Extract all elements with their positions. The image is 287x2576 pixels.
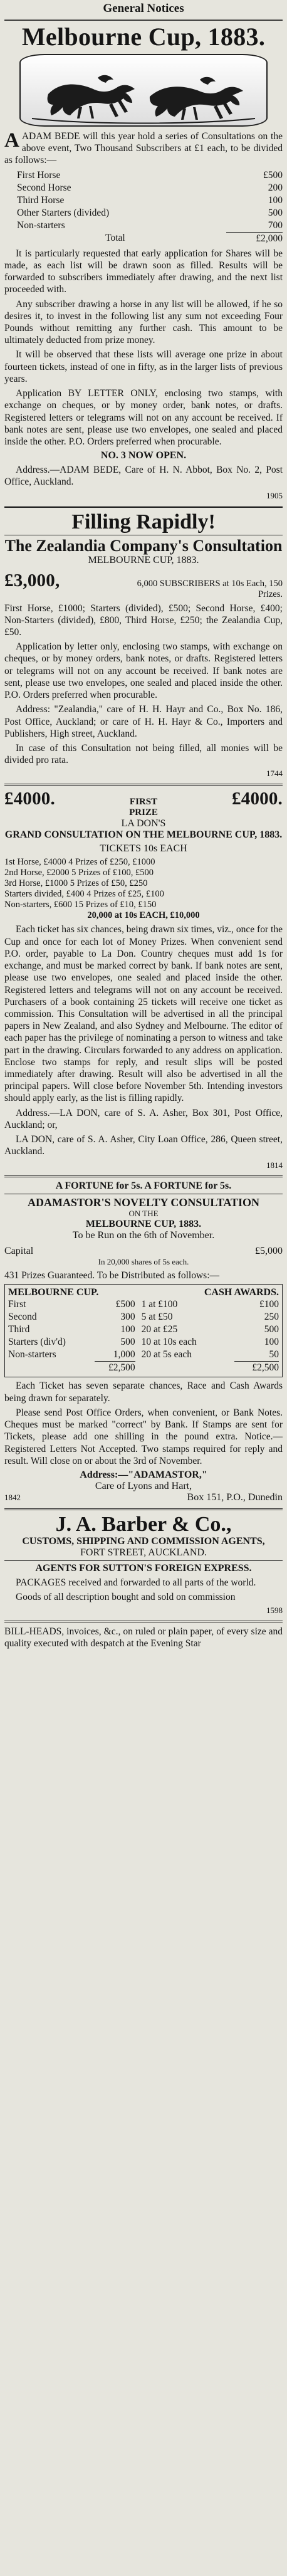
ad5-ref: 1598 <box>266 1606 283 1616</box>
section-divider <box>4 506 283 508</box>
ad3-headline <box>4 789 283 818</box>
header-title: General Notices <box>103 2 184 15</box>
ad3-first-prize: FIRST PRIZE <box>129 797 158 818</box>
ad4-header-right: CASH AWARDS. <box>204 1287 279 1298</box>
table-row: Non-starters 700 <box>17 219 283 231</box>
ad1-para-1: It is particularly requested that early application for Shares will be made, as each list will be drawn soon as filled. Results will be forwarded to subscribers immediately after drawing, and the next list proceeded with. <box>4 248 283 295</box>
ad4-award-table <box>4 1284 283 1377</box>
ad4-shares: In 20,000 shares of 5s each. <box>98 1257 189 1267</box>
ad2-title: The Zealandia Company's Consultation <box>4 537 283 555</box>
ad4-title2: MELBOURNE CUP, 1883. <box>85 1219 202 1230</box>
adam-bede-ad <box>4 24 283 501</box>
section-divider <box>4 1621 283 1622</box>
subtotal-row: £2,500 <box>142 1362 279 1375</box>
subtotal-row: £2,500 <box>8 1362 135 1375</box>
ad4-para-2: Please send Post Office Orders, when convenient, or Bank Notes. Cheques must be marked "correct" by Bank. If Stamps are sent for Tickets, please add one shilling in the pound extra. Notice.—Registered Letters Not Accepted. Two stamps required for reply and result. Will close on or about the 3rd of November. <box>4 1407 283 1466</box>
ad5-rule <box>4 1560 283 1561</box>
table-row: First Horse £500 <box>17 169 283 181</box>
section-divider <box>4 784 283 786</box>
zealandia-ad <box>4 511 283 779</box>
ad1-title: Melbourne Cup, 1883. <box>21 23 266 51</box>
ad5-title: J. A. Barber & Co., <box>55 1513 232 1537</box>
header-rule <box>4 19 283 21</box>
ad4-table-columns <box>8 1298 279 1374</box>
ad5-line-2: FORT STREET, AUCKLAND. <box>80 1547 207 1558</box>
ad2-distribution: First Horse, £1000; Starters (divided), £500; Second Horse, £400; Non-Starters (divided), £800, Third Horse, £250; the Zealandia Cup, £50. <box>4 602 283 638</box>
ad4-on-the: ON THE <box>128 1209 159 1219</box>
ad1-intro: AADAM BEDE will this year hold a series of Consultations on the above event, Two Thousand Subscribers at £1 each, to be divided as follows:— <box>4 129 283 166</box>
ad4-capital-label: Capital <box>4 1246 34 1257</box>
ad2-para-2: Address: "Zealandia," care of H. H. Hayr and Co., Box No. 186, Post Office, Auckland; or care of H. H. Hayr & Co., Importers and Publishers, High street, Auckland. <box>4 704 283 739</box>
ad2-subtitle: MELBOURNE CUP, 1883. <box>88 554 199 565</box>
table-row: 1 at £100 £100 <box>141 1299 279 1310</box>
ad5-goods: Goods of all description bought and sold on commission <box>16 1591 236 1602</box>
section-divider <box>4 1175 283 1177</box>
list-item: 1st Horse, £4000 4 Prizes of £250, £1000 <box>4 857 155 868</box>
ad2-headline: Filling Rapidly! <box>71 510 216 534</box>
ad4-address-2: Box 151, P.O., Dunedin <box>187 1492 283 1503</box>
dropcap-a: A <box>4 129 19 152</box>
ad2-amount-line <box>4 570 283 600</box>
table-row: Other Starters (divided) 500 <box>17 207 283 218</box>
table-row: Third 100 <box>8 1324 135 1335</box>
list-item: 2nd Horse, £2000 5 Prizes of £100, £500 <box>4 868 154 878</box>
table-row: Second Horse 200 <box>17 182 283 193</box>
ad3-title: GRAND CONSULTATION ON THE MELBOURNE CUP, 1883. <box>4 829 283 841</box>
horse-race-illustration <box>19 54 268 127</box>
ad4-left-table <box>8 1298 135 1374</box>
ad4-prizes-guaranteed: 431 Prizes Guaranteed. To be Distributed as follows:— <box>4 1270 220 1281</box>
ad1-para-2: Any subscriber drawing a horse in any list will be allowed, if he so desires it, to invest in the following list any sum not exceeding Four Pounds without remitting any further cash. This amount to be ultimately deducted from prize money. <box>4 298 283 346</box>
list-item: 3rd Horse, £1000 5 Prizes of £50, £250 <box>4 878 148 889</box>
ad5-line-1: CUSTOMS, SHIPPING AND COMMISSION AGENTS, <box>22 1535 265 1547</box>
section-divider <box>4 1508 283 1510</box>
ad5-packages: PACKAGES received and forwarded to all parts of the world. <box>16 1577 256 1588</box>
ad3-amount-left: £4000. <box>4 789 55 809</box>
table-row: Second 300 <box>8 1312 135 1323</box>
ad3-address-1: Address.—LA DON, care of S. A. Asher, Box 301, Post Office, Auckland; or, <box>4 1107 283 1130</box>
ad4-capital-value: £5,000 <box>255 1246 283 1257</box>
ad4-run-on: To be Run on the 6th of November. <box>72 1230 215 1241</box>
ad1-notice: NO. 3 NOW OPEN. <box>100 450 187 461</box>
ad4-para-1: Each Ticket has seven separate chances, Race and Cash Awards being drawn for separately. <box>4 1380 283 1404</box>
ad4-title: ADAMASTOR'S NOVELTY CONSULTATION <box>27 1196 260 1209</box>
ad4-ref: 1842 <box>4 1493 21 1503</box>
ad3-body: Each ticket has six chances, being drawn six times, viz., once for the Cup and once for each lot of Money Prizes. When convenient send P.O. order, payable to La Don. Country cheques must add 1s for exchange, and must be marked correct by bank. If bank notes are sent, please use two envelopes, one sealed and placed inside the other. Registered letters and telegrams will not on any account be received. Purchasers of a book containing 25 tickets will receive one ticket as commission. This Consultation will be advertised in all the principal papers in New Zealand, and also Sydney and Melbourne. The editor of each paper has the privilege of nominating a person to witness and take part in the drawing. Circulars forwarded to any address on application. Enclose two stamps for reply, and result slips will be posted immediately after drawing. Result will also be advertised in all the principal papers. Will close before November 5th. Intending investors should apply early, as the list is filling rapidly. <box>4 924 283 1104</box>
table-row: Starters (div'd) 500 <box>8 1337 135 1348</box>
ad4-address-1: Care of Lyons and Hart, <box>95 1481 192 1492</box>
ad4-banner: A FORTUNE for 5s. A FORTUNE for 5s. <box>55 1180 232 1191</box>
ad1-para-4: Application BY LETTER ONLY, enclosing two stamps, with exchange on cheques, or by money order, bank notes, or drafts. Registered letters or telegrams will not on any account be received. If bank notes are sent, please use two envelopes, one sealed and placed inside the other. P.O. Orders preferred when procurable. <box>4 388 283 447</box>
ad4-right-table <box>142 1298 279 1374</box>
ad6-text: BILL-HEADS, invoices, &c., on ruled or plain paper, of every size and quality executed with despatch at the Evening Star <box>4 1626 283 1649</box>
general-notices-header <box>4 0 283 16</box>
ad1-ref: 1905 <box>266 490 283 500</box>
list-item: Non-starters, £600 15 Prizes of £10, £150 <box>4 900 157 910</box>
table-row: Third Horse 100 <box>17 194 283 206</box>
billheads-ad <box>4 1626 283 1649</box>
ad5-agents: AGENTS FOR SUTTON'S FOREIGN EXPRESS. <box>35 1562 252 1574</box>
ad2-para-1: Application by letter only, enclosing two stamps, with exchange on cheques, or by money orders, bank notes, or drafts. Registered letters or telegrams will not on any account be received. If bank notes are sent, please use two envelopes, one sealed and placed inside the other. P.O. Orders preferred when procurable. <box>4 641 283 701</box>
ad4-header-left: MELBOURNE CUP. <box>8 1287 99 1298</box>
barber-ad <box>4 1513 283 1616</box>
table-row: Non-starters 1,000 <box>8 1349 135 1360</box>
table-row: 10 at 10s each 100 <box>141 1337 279 1348</box>
ad1-address: Address.—ADAM BEDE, Care of H. N. Abbot, Box No. 2, Post Office, Auckland. <box>4 465 283 488</box>
ad3-tickets: TICKETS 10s EACH <box>100 843 187 854</box>
ad2-para-3: In case of this Consultation not being filled, all monies will be divided pro rata. <box>4 742 283 766</box>
ad3-ref: 1814 <box>266 1160 283 1170</box>
adamastor-ad <box>4 1180 283 1503</box>
ad3-amount-right: £4000. <box>232 789 283 809</box>
list-item: Starters divided, £400 4 Prizes of £25, £100 <box>4 889 164 900</box>
ad3-prize-list <box>4 857 283 921</box>
ad1-para-3: It will be observed that these lists will average one prize in about fourteen tickets, instead of one in fifty, as in the larger lists of previous years. <box>4 349 283 384</box>
ad2-amount-note: 6,000 SUBSCRIBERS at 10s Each, 150 Prizes. <box>137 578 283 599</box>
ad3-la-don: LA DON'S <box>121 818 166 829</box>
table-header <box>8 1287 279 1298</box>
ad3-address-2: LA DON, care of S. A. Asher, City Loan Office, 286, Queen street, Auckland. <box>4 1134 283 1157</box>
list-item: 20,000 at 10s EACH, £10,000 <box>87 910 200 921</box>
table-row: First £500 <box>8 1299 135 1310</box>
ad2-amount: £3,000, <box>4 570 60 591</box>
ad4-address-name: Address:—"ADAMASTOR," <box>80 1469 207 1481</box>
table-row: 5 at £50 250 <box>141 1312 279 1323</box>
table-row: 20 at £25 500 <box>141 1324 279 1335</box>
ad4-capital-row <box>4 1246 283 1257</box>
la-don-ad <box>4 789 283 1170</box>
ad2-ref: 1744 <box>266 769 283 779</box>
total-row: Total £2,000 <box>105 233 283 244</box>
ad4-footer-row <box>4 1492 283 1503</box>
table-row: 20 at 5s each 50 <box>141 1349 279 1360</box>
ad1-prize-table <box>4 169 283 245</box>
horse-race-icon <box>21 55 266 125</box>
